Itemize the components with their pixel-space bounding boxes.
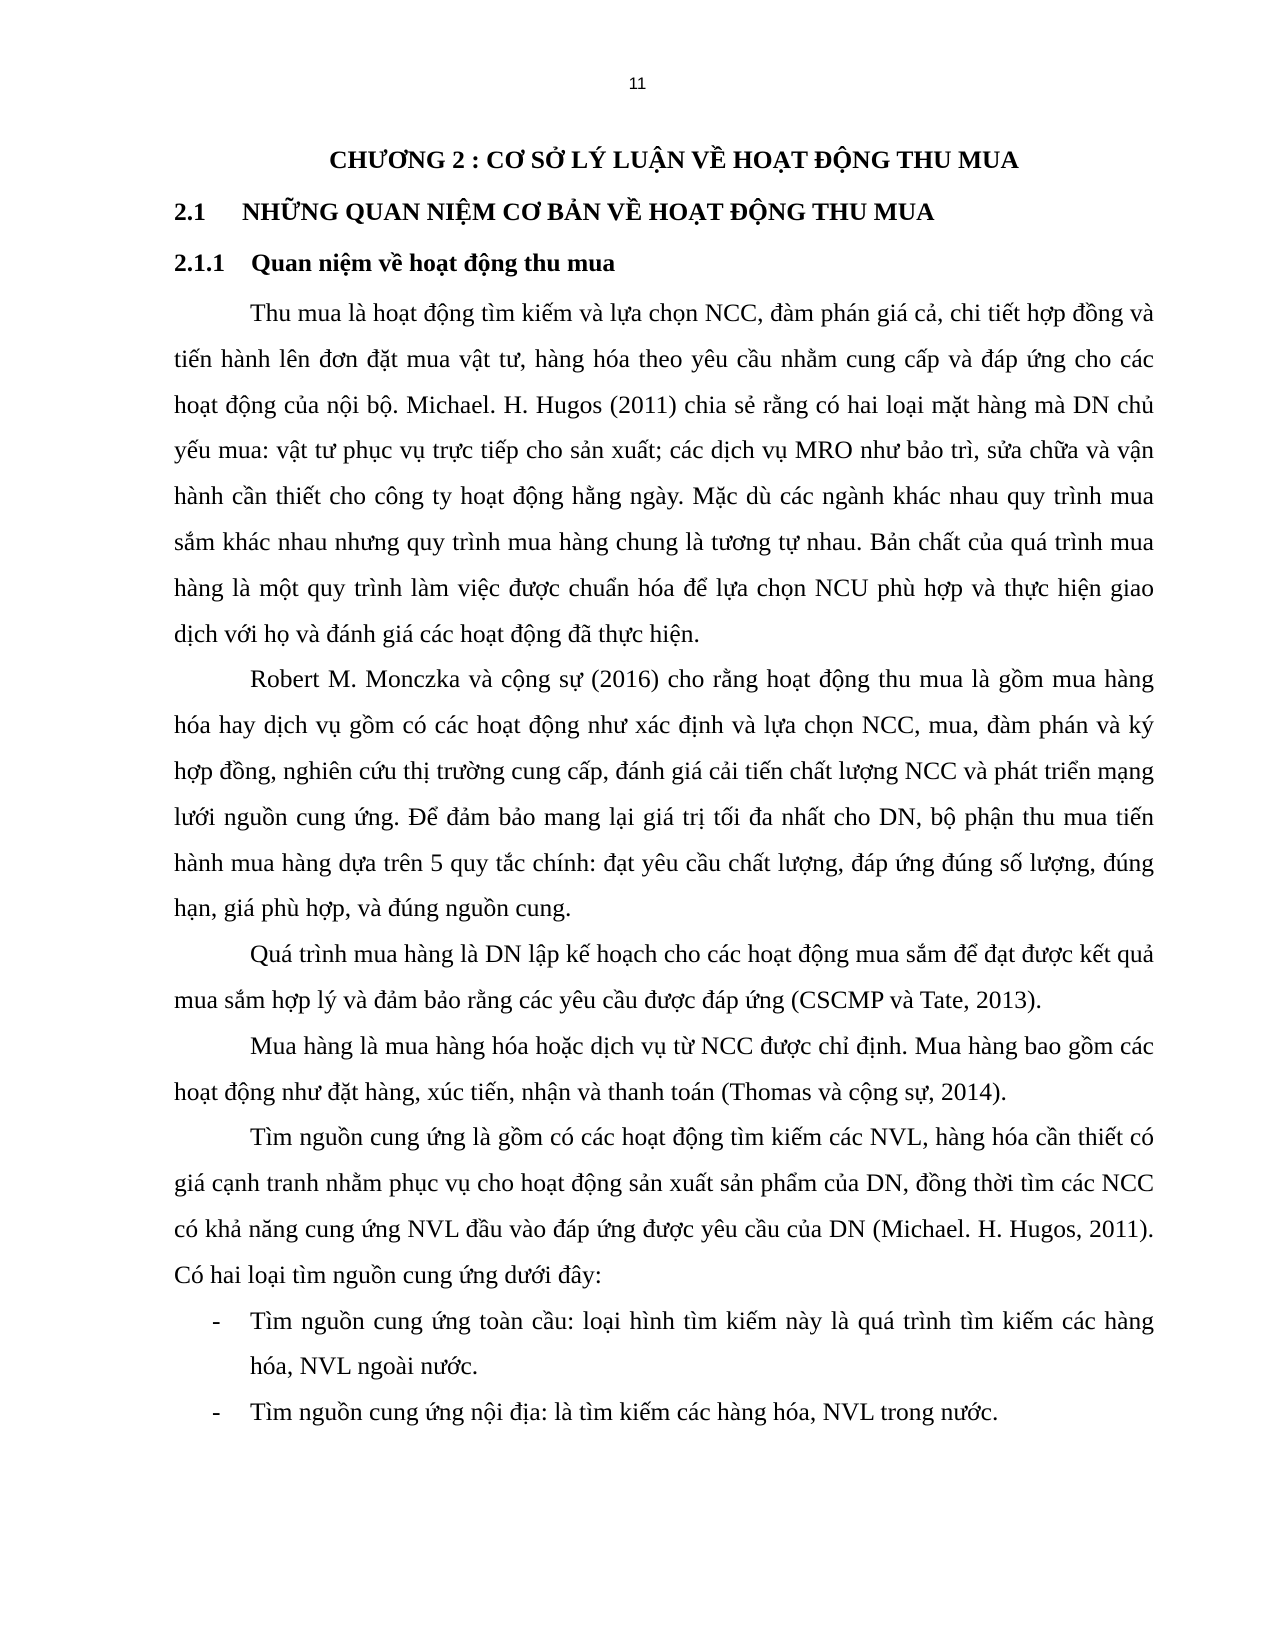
- section-title: NHỮNG QUAN NIỆM CƠ BẢN VỀ HOẠT ĐỘNG THU MUA: [242, 197, 935, 226]
- section-number: 2.1: [174, 197, 206, 226]
- chapter-title: CHƯƠNG 2 : CƠ SỞ LÝ LUẬN VỀ HOẠT ĐỘNG THU MUA: [329, 145, 1019, 174]
- dash-bullet: -: [212, 1305, 221, 1335]
- list-item: [174, 1298, 1154, 1390]
- paragraph: Quá trình mua hàng là DN lập kế hoạch cho các hoạt động mua sắm để đạt được kết quả mua sắm hợp lý và đảm bảo rằng các yêu cầu được đáp ứng (CSCMP và Tate, 2013).: [174, 939, 1154, 1014]
- paragraph: Robert M. Monczka và cộng sự (2016) cho rằng hoạt động thu mua là gồm mua hàng hóa hay dịch vụ gồm có các hoạt động như xác định và lựa chọn NCC, mua, đàm phán và ký hợp đồng, nghiên cứu thị trường cung cấp, đánh giá cải tiến chất lượng NCC và phát triển mạng lưới nguồn cung ứng. Để đảm bảo mang lại giá trị tối đa nhất cho DN, bộ phận thu mua tiến hành mua hàng dựa trên 5 quy tắc chính: đạt yêu cầu chất lượng, đáp ứng đúng số lượng, đúng hạn, giá phù hợp, và đúng nguồn cung.: [174, 664, 1154, 923]
- section-heading: [174, 197, 935, 227]
- list-item: [174, 1389, 1154, 1435]
- paragraph: Thu mua là hoạt động tìm kiếm và lựa chọn NCC, đàm phán giá cả, chi tiết hợp đồng và tiến hành lên đơn đặt mua vật tư, hàng hóa theo yêu cầu nhằm cung cấp và đáp ứng cho các hoạt động của nội bộ. Michael. H. Hugos (2011) chia sẻ rằng có hai loại mặt hàng mà DN chủ yếu mua: vật tư phục vụ trực tiếp cho sản xuất; các dịch vụ MRO như bảo trì, sửa chữa và vận hành cần thiết cho công ty hoạt động hằng ngày. Mặc dù các ngành khác nhau quy trình mua sắm khác nhau nhưng quy trình mua hàng chung là tương tự nhau. Bản chất của quá trình mua hàng là một quy trình làm việc được chuẩn hóa để lựa chọn NCU phù hợp và thực hiện giao dịch với họ và đánh giá các hoạt động đã thực hiện.: [174, 298, 1154, 648]
- subsection-heading: [174, 248, 615, 278]
- subsection-title: Quan niệm về hoạt động thu mua: [251, 248, 616, 277]
- subsection-number: 2.1.1: [174, 248, 225, 277]
- paragraph: Tìm nguồn cung ứng là gồm có các hoạt động tìm kiếm các NVL, hàng hóa cần thiết có giá cạnh tranh nhằm phục vụ cho hoạt động sản xuất sản phẩm của DN, đồng thời tìm các NCC có khả năng cung ứng NVL đầu vào đáp ứng được yêu cầu của DN (Michael. H. Hugos, 2011). Có hai loại tìm nguồn cung ứng dưới đây:: [174, 1122, 1154, 1289]
- dash-bullet: -: [212, 1397, 221, 1427]
- body-text: [174, 290, 1154, 1435]
- list-item-text: Tìm nguồn cung ứng toàn cầu: loại hình tìm kiếm này là quá trình tìm kiếm các hàng hóa, NVL ngoài nước.: [250, 1305, 1154, 1381]
- bullet-list: [174, 1298, 1154, 1435]
- page-number: 11: [628, 74, 647, 93]
- paragraph: Mua hàng là mua hàng hóa hoặc dịch vụ từ NCC được chỉ định. Mua hàng bao gồm các hoạt động như đặt hàng, xúc tiến, nhận và thanh toán (Thomas và cộng sự, 2014).: [174, 1030, 1154, 1106]
- list-item-text: Tìm nguồn cung ứng nội địa: là tìm kiếm các hàng hóa, NVL trong nước.: [250, 1397, 999, 1427]
